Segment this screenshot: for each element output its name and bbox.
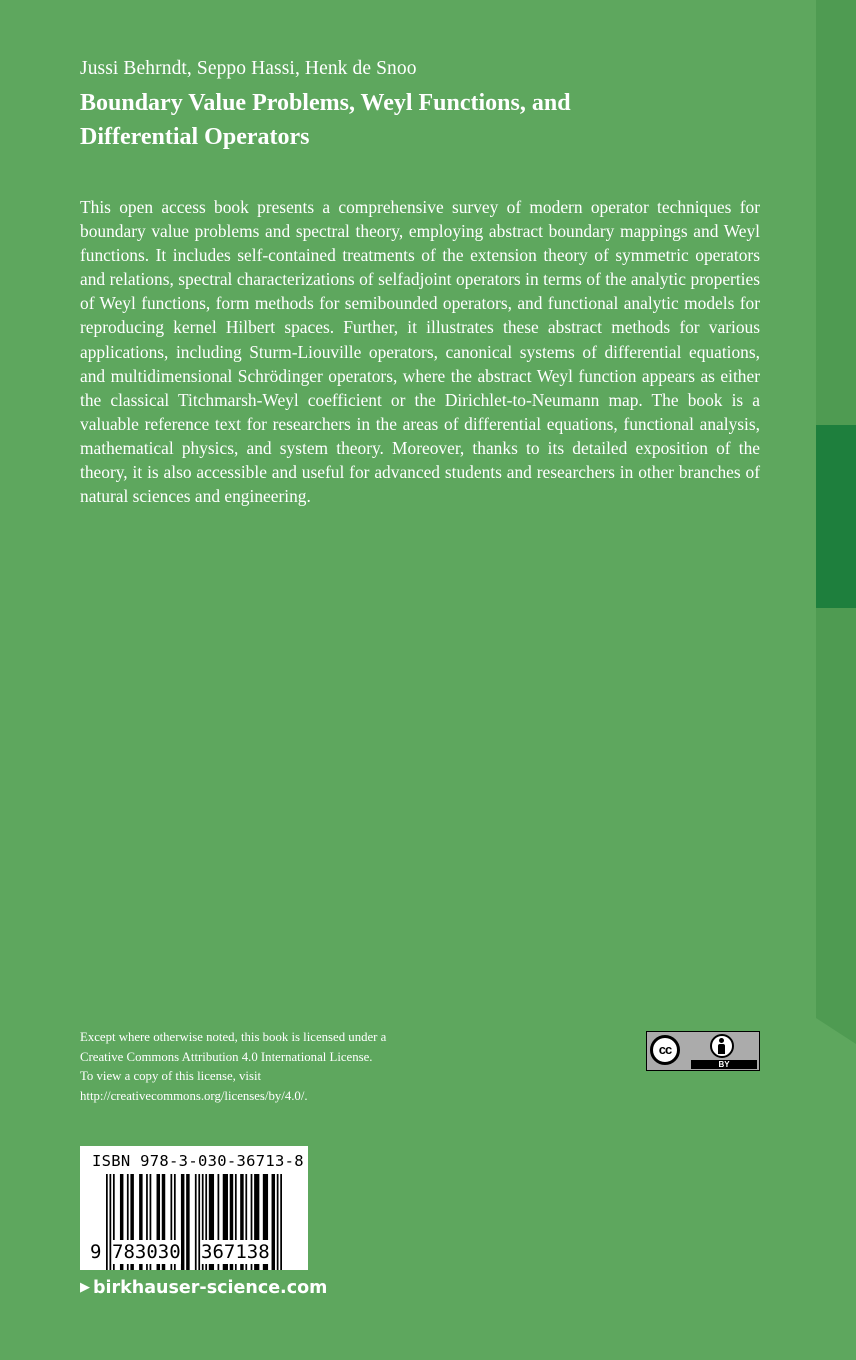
license-notice xyxy=(80,1028,500,1106)
isbn-digit-group-left: 783030 xyxy=(112,1241,181,1263)
barcode-graphic xyxy=(106,1174,282,1270)
by-label: BY xyxy=(718,1060,730,1069)
license-line: Except where otherwise noted, this book is licensed under a xyxy=(80,1030,387,1044)
barcode-bar xyxy=(280,1174,282,1270)
barcode-bar xyxy=(277,1174,279,1270)
barcode-bar xyxy=(195,1174,197,1270)
barcode-bar xyxy=(205,1174,207,1270)
barcode-bar xyxy=(235,1174,237,1270)
authors: Jussi Behrndt, Seppo Hassi, Henk de Snoo xyxy=(80,58,417,79)
barcode-bar xyxy=(218,1174,220,1270)
barcode-bar xyxy=(127,1174,129,1270)
barcode-bar xyxy=(186,1174,189,1270)
barcode-bar xyxy=(106,1174,108,1270)
play-arrow-icon: ▶ xyxy=(80,1280,90,1295)
barcode-bar xyxy=(130,1174,133,1270)
barcode-bar xyxy=(230,1174,233,1270)
spine-fold xyxy=(816,1018,856,1360)
barcode-bar xyxy=(170,1174,172,1270)
book-description: This open access book presents a comprehensive survey of modern operator techniques for boundary value problems and spectral theory, employing abstract boundary mappings and Weyl functions. It includes self-contained treatments of the extension theory of symmetric operators and relations, spectral characterizations of selfadjoint operators in terms of the analytic properties of Weyl functions, form methods for semibounded operators, and functional analytic models for reproducing kernel Hilbert spaces. Further, it illustrates these abstract methods for various applications, including Sturm-Liouville operators, canonical systems of differential equations, and multidimensional Schrödinger operators, where the abstract Weyl function appears as either the classical Titchmarsh-Weyl coefficient or the Dirichlet-to-Neumann map. The book is a valuable reference text for researchers in the areas of differential equations, functional analysis, mathematical physics, and system theory. Moreover, thanks to its detailed exposition of the theory, it is also accessible and useful for advanced students and researchers in other branches of natural sciences and engineering. xyxy=(80,197,760,507)
title-line: Boundary Value Problems, Weyl Functions, and xyxy=(80,90,571,116)
barcode-bar xyxy=(263,1174,268,1270)
cc-icon: cc xyxy=(650,1035,680,1065)
barcode-bar xyxy=(198,1174,200,1270)
barcode-bar xyxy=(157,1174,160,1270)
barcode-bar xyxy=(113,1174,115,1270)
barcode-bar xyxy=(254,1174,259,1270)
cc-by-license-badge[interactable] xyxy=(646,1031,760,1071)
barcode-bar xyxy=(245,1174,247,1270)
title-line: Differential Operators xyxy=(80,124,310,150)
barcode-bar xyxy=(209,1174,214,1270)
attribution-person-icon xyxy=(710,1034,734,1058)
barcode-bar xyxy=(162,1174,165,1270)
barcode-bar xyxy=(150,1174,152,1270)
barcode-bars xyxy=(106,1174,282,1270)
barcode-bar xyxy=(139,1174,142,1270)
barcode-bar xyxy=(272,1174,275,1270)
barcode-bar xyxy=(181,1174,184,1270)
barcode-bar xyxy=(146,1174,148,1270)
license-line: To view a copy of this license, visit xyxy=(80,1069,262,1083)
publisher-website[interactable] xyxy=(80,1278,327,1298)
barcode-bar xyxy=(240,1174,243,1270)
isbn-barcode xyxy=(80,1146,308,1270)
book-title xyxy=(80,86,780,154)
isbn-digit-group-right: 367138 xyxy=(201,1241,270,1263)
barcode-bar xyxy=(120,1174,123,1270)
license-url[interactable]: http://creativecommons.org/licenses/by/4.0/. xyxy=(80,1088,308,1103)
barcode-bar xyxy=(223,1174,228,1270)
barcode-bar xyxy=(251,1174,253,1270)
isbn-digit-lead: 9 xyxy=(90,1241,102,1263)
isbn-label: ISBN 978-3-030-36713-8 xyxy=(92,1152,304,1170)
barcode-bar xyxy=(202,1174,204,1270)
spine-accent-band xyxy=(816,425,856,608)
website-url: birkhauser-science.com xyxy=(93,1278,328,1298)
license-line: Creative Commons Attribution 4.0 International License. xyxy=(80,1049,373,1064)
barcode-bar xyxy=(174,1174,176,1270)
barcode-bar xyxy=(109,1174,111,1270)
